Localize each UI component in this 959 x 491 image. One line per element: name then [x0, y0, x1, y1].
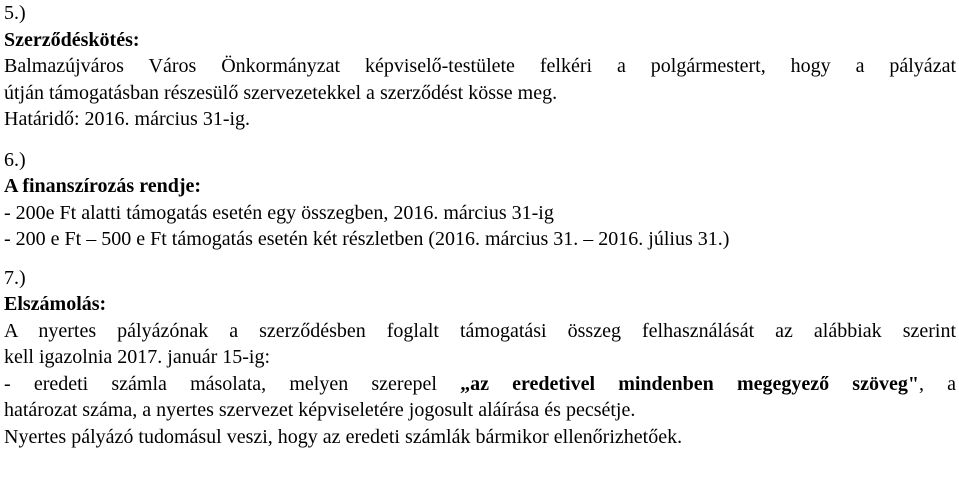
- paragraph-line: útján támogatásban részesülő szervezetekkel a szerződést kösse meg.: [4, 81, 558, 104]
- spacer: [4, 133, 956, 147]
- section-number: 6.): [4, 148, 26, 171]
- paragraph-line: Nyertes pályázó tudomásul veszi, hogy az eredeti számlák bármikor ellenőrizhetőek.: [4, 425, 683, 448]
- section-title: A finanszírozás rendje:: [4, 175, 202, 197]
- section-title: Elszámolás:: [4, 293, 107, 315]
- spacer: [4, 253, 956, 265]
- document-page: [4, 0, 956, 450]
- list-item: - 200 e Ft – 500 e Ft támogatás esetén két részletben (2016. március 31. – 2016. július 31.): [4, 228, 730, 250]
- section-5: [4, 0, 956, 133]
- quoted-phrase: „az eredetivel mindenben megegyező szöveg": [460, 372, 919, 395]
- bullet-text: , a: [918, 372, 956, 395]
- section-number: 5.): [4, 2, 26, 24]
- deadline-line: Határidő: 2016. március 31-ig.: [4, 108, 251, 130]
- section-number: 7.): [4, 266, 26, 289]
- section-6: [4, 147, 956, 253]
- bullet-text: - eredeti számla másolata, melyen szerepel: [4, 372, 461, 395]
- paragraph-line: határozat száma, a nyertes szervezet képviseletére jogosult aláírása és pecsétje.: [4, 399, 636, 421]
- paragraph-line: A nyertes pályázónak a szerződésben foglalt támogatási összeg felhasználását az alábbiak szerint: [4, 319, 956, 342]
- section-title: Szerződéskötés:: [4, 28, 140, 51]
- bullet-line: [4, 371, 956, 398]
- list-item: - 200e Ft alatti támogatás esetén egy összegben, 2016. március 31-ig: [4, 201, 554, 224]
- paragraph-line: kell igazolnia 2017. január 15-ig:: [4, 346, 271, 368]
- section-7: [4, 265, 956, 451]
- paragraph-line: Balmazújváros Város Önkormányzat képviselő-testülete felkéri a polgármestert, hogy a pályázat: [4, 55, 956, 77]
